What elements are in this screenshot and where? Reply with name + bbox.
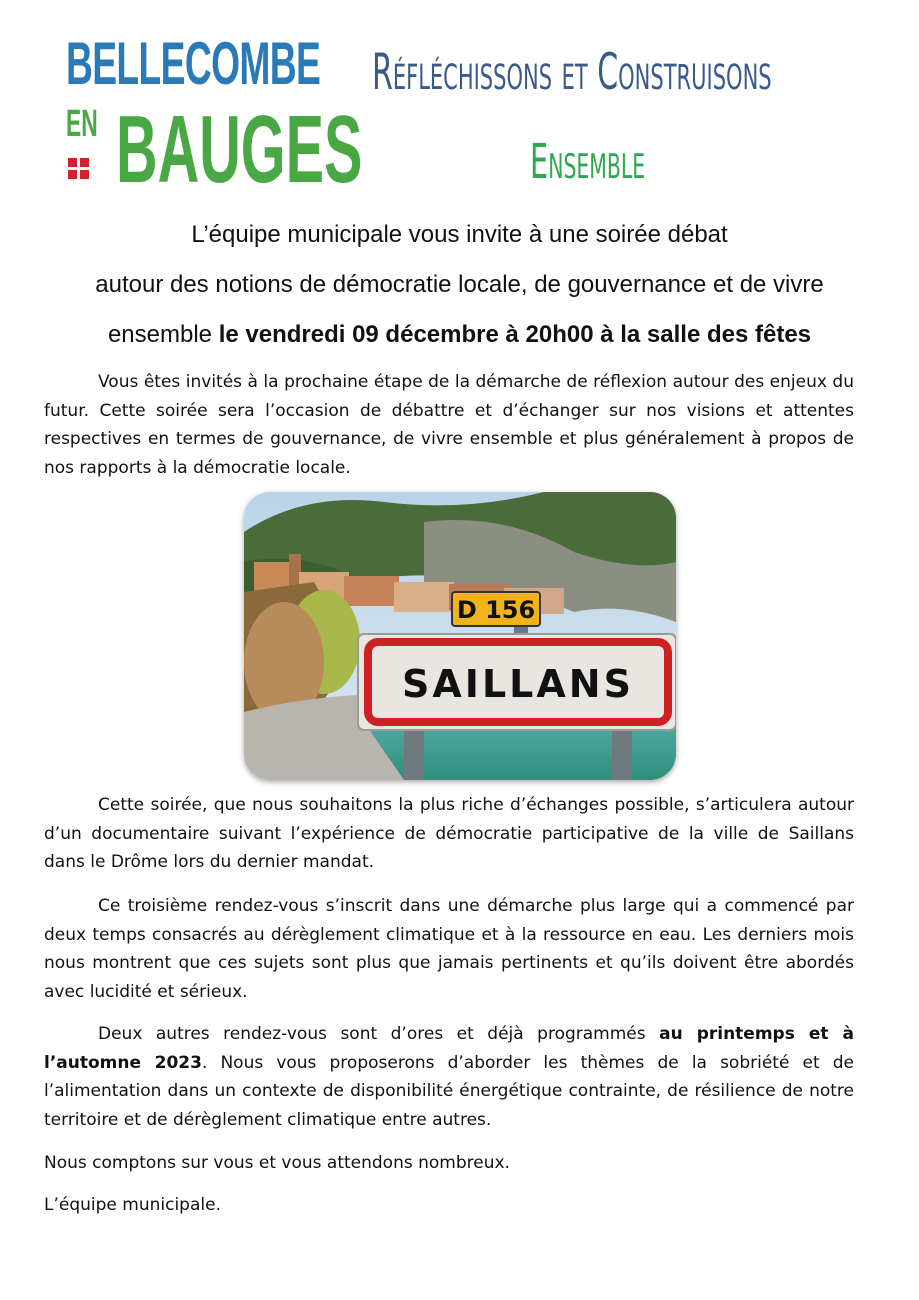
paragraph-4-text-b: . Nous vous proposerons d’aborder les thèmes de la sobriété et de l’alimentation dans un contexte de disponibilité énergétique contrainte, de résilience de notre territoire et de dérèglement climatique entre autres. <box>44 1052 854 1130</box>
intro-line3-prefix: ensemble <box>107 321 219 348</box>
road-sign-label: D 156 <box>456 596 536 624</box>
paragraph-1 <box>44 368 854 482</box>
intro-line1: L’équipe municipale vous invite à une soirée débat <box>191 221 728 248</box>
intro-line2: autour des notions de démocratie locale, de gouvernance et de vivre <box>95 271 824 298</box>
paragraph-4-text-a: Deux autres rendez-vous sont d’ores et déjà programmés <box>98 1024 660 1044</box>
invitation-heading <box>40 210 879 360</box>
logo-en: EN <box>66 103 98 145</box>
signature: L’équipe municipale. <box>44 1195 221 1215</box>
slogan-line2: Ensemble <box>530 134 646 190</box>
event-date-location: le vendredi 09 décembre à 20h00 à la salle des fêtes <box>218 321 812 348</box>
future-dates: au printemps et à l’automne 2023 <box>44 1024 854 1073</box>
paragraph-3-text: Ce troisième rendez-vous s’inscrit dans une démarche plus large qui a commencé par deux temps consacrés au dérèglement climatique et à la ressource en eau. Les derniers mois nous montrent que ces sujets sont plus que jamais pertinents et qu’ils doivent être abordés avec lucidité et sérieux. <box>44 896 854 1002</box>
paragraph-4 <box>44 1020 854 1134</box>
paragraph-5: Nous comptons sur vous et vous attendons nombreux. <box>44 1153 510 1173</box>
logo-title-line1: BELLECOMBE <box>66 30 321 97</box>
paragraph-3 <box>44 892 854 1006</box>
slogan-line1: Réfléchissons et Construisons <box>372 43 772 101</box>
logo-title-line2: BAUGES <box>116 96 363 203</box>
town-sign-label: SAILLANS <box>402 662 634 706</box>
savoy-cross-icon <box>66 156 100 190</box>
saillans-photo <box>244 492 676 780</box>
paragraph-2-text: Cette soirée, que nous souhaitons la plus riche d’échanges possible, s’articulera autour d’un documentaire suivant l’expérience de démocratie participative de la ville de Saillans dans le Drôme lors du dernier mandat. <box>44 795 854 872</box>
intro-line3 <box>40 310 879 360</box>
paragraph-2 <box>44 791 854 877</box>
paragraph-1-text: Vous êtes invités à la prochaine étape de la démarche de réflexion autour des enjeux du futur. Cette soirée sera l’occasion de débattre et d’échanger sur nos visions et attentes respectives en termes de gouvernance, de vivre ensemble et plus généralement à propos de nos rapports à la démocratie locale. <box>44 372 854 478</box>
bellecombe-logo <box>66 30 363 203</box>
